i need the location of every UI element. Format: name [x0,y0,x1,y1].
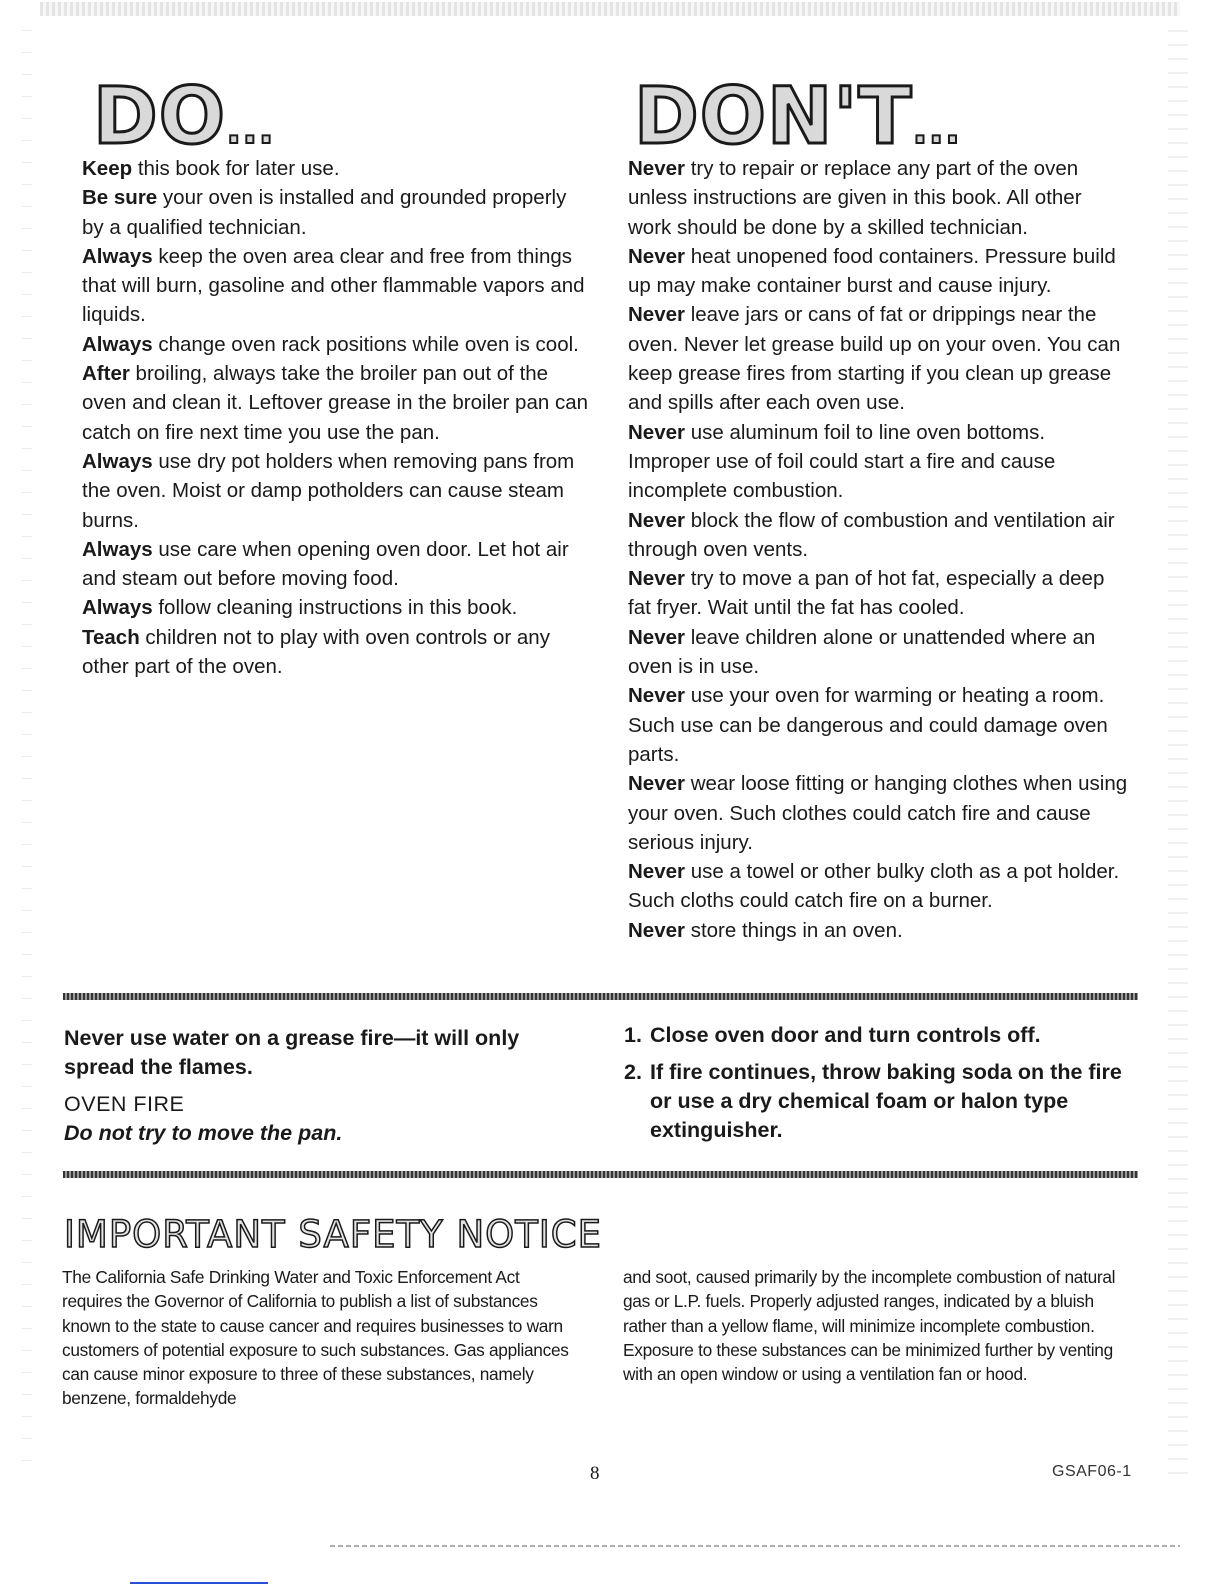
do-item: Keep this book for later use. [82,157,340,180]
oven-fire-step: 2. If fire continues, throw baking soda on the fire or use a dry chemical foam or halon type extinguisher. [624,1060,1122,1142]
safety-notice-right-text: and soot, caused primarily by the incomplete combustion of natural gas or L.P. fuels. Properly adjusted ranges, indicated by a bluish rather than a yellow flame, will minimize incomplete combustion. Exposure to these substances can be minimized further by venting with an open window or using a ventilation fan or hood. [623,1267,1116,1385]
do-heading: DO... [93,72,275,162]
bottom-underline [130,1582,268,1584]
oven-fire-steps [624,1021,1144,1153]
dont-item: Never use a towel or other bulky cloth as a pot holder. Such cloths could catch fire on a burner. [628,860,1120,913]
dont-item: Never heat unopened food containers. Pressure build up may make container burst and cause injury. [628,244,1116,298]
dont-heading: DON'T... [634,72,962,162]
safety-notice-title: IMPORTANT SAFETY NOTICE [64,1213,603,1256]
do-item: Always keep the oven area clear and free from things that will burn, gasoline and other flammable vapors and liquids. [82,244,585,327]
grease-fire-warning: Never use water on a grease fire—it will only spread the flames. [64,1026,520,1079]
do-item: Always change oven rack positions while oven is cool. [82,332,579,356]
section-divider-bottom [63,1171,1138,1178]
scan-top-edge [40,2,1180,16]
section-divider-top [63,993,1138,1000]
dont-list [628,154,1128,945]
do-item: Always use care when opening oven door. Let hot air and steam out before moving food. [82,537,569,591]
dont-item: Never leave children alone or unattended where an oven is in use. [628,625,1096,679]
oven-fire-step-move-pan: Do not try to move the pan. [64,1121,343,1145]
do-item: Always follow cleaning instructions in this book. [82,596,518,620]
dont-item: Never try to move a pan of hot fat, especially a deep fat fryer. Wait until the fat has cooled. [628,567,1105,620]
dont-item: Never use aluminum foil to line oven bottoms. Improper use of foil could start a fire and cause incomplete combustion. [628,420,1056,503]
dont-item: Never try to repair or replace any part of the oven unless instructions are given in this book. All other work should be done by a skilled technician. [628,157,1082,239]
document-code: GSAF06-1 [1052,1463,1132,1480]
page-number: 8 [590,1463,600,1484]
dont-item: Never block the flow of combustion and ventilation air through oven vents. [628,508,1115,561]
dont-item: Never wear loose fitting or hanging clothes when using your oven. Such clothes could catch fire and cause serious injury. [628,772,1128,854]
do-item: Teach children not to play with oven controls or any other part of the oven. [82,625,550,679]
safety-notice-left-text: The California Safe Drinking Water and Toxic Enforcement Act requires the Governor of California to publish a list of substances known to the state to cause cancer and requires businesses to warn customers of potential exposure to such substances. Gas appliances can cause minor exposure to three of these substances, namely benzene, formaldehyde [62,1267,569,1409]
dont-item: Never use your oven for warming or heating a room. Such use can be dangerous and could damage oven parts. [628,684,1108,766]
scan-bottom-edge [330,1545,1180,1547]
scan-right-edge [1168,30,1188,1480]
dont-heading-dots: ... [912,107,962,153]
oven-fire-left-panel [64,1024,594,1148]
do-heading-dots: ... [226,107,275,153]
do-item: Always use dry pot holders when removing pans from the oven. Moist or damp potholders can cause steam burns. [82,449,575,532]
do-item: Be sure your oven is installed and grounded properly by a qualified technician. [82,186,567,239]
dont-item: Never leave jars or cans of fat or drippings near the oven. Never let grease build up on your oven. You can keep grease fires from starting if you clean up grease and spills after each oven use. [628,303,1121,415]
do-list [82,154,592,681]
scan-left-edge [22,30,32,1480]
oven-fire-title: OVEN FIRE [64,1092,185,1116]
dont-item: Never store things in an oven. [628,918,903,942]
oven-fire-step: 1. Close oven door and turn controls off. [624,1023,1041,1047]
do-item: After broiling, always take the broiler pan out of the oven and clean it. Leftover grease in the broiler pan can catch on fire next time you use the pan. [82,362,588,444]
